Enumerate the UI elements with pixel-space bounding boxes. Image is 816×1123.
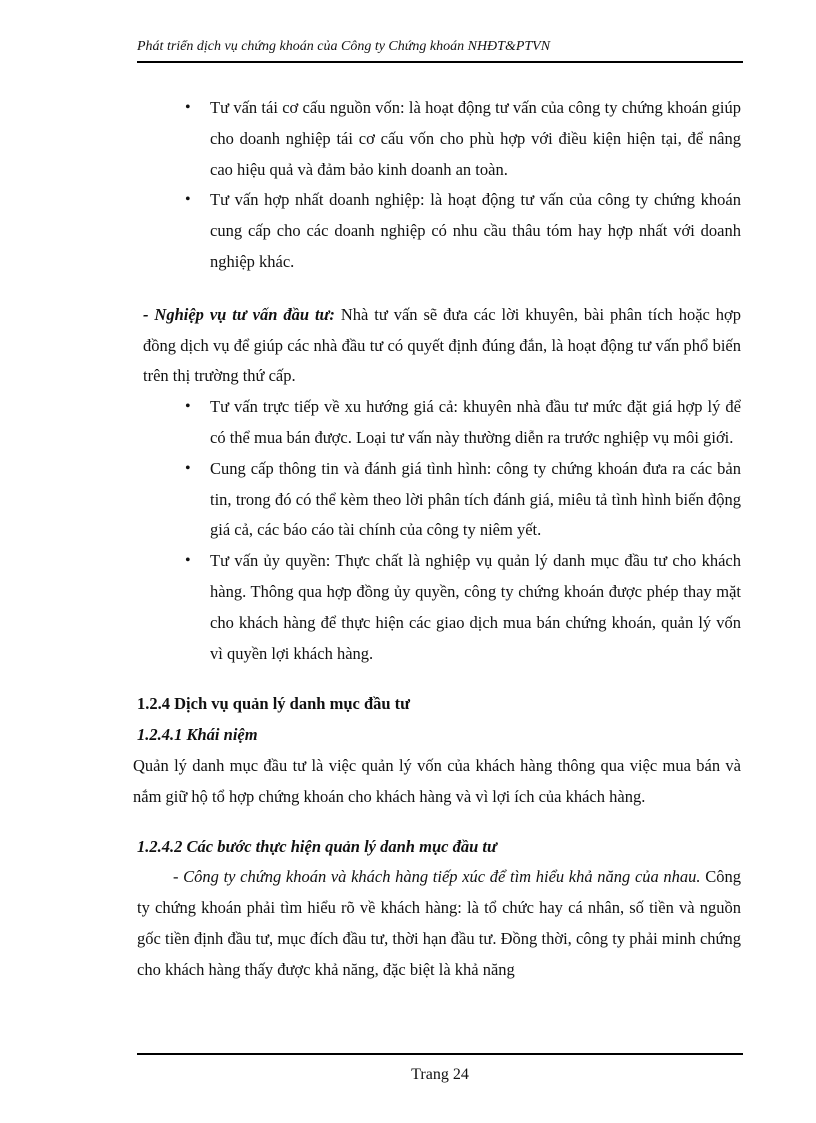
list-item-text: Tư vấn ủy quyền: Thực chất là nghiệp vụ quản lý danh mục đầu tư cho khách hàng. Thông qua hợp đồng ủy quyền, công ty chứng khoán được phép thay mặt cho khách hàng để thực hiện các giao dịch mua bán chứng khoán, quản lý vốn vì quyền lợi khách hàng. xyxy=(210,551,741,663)
list-item-text: Tư vấn hợp nhất doanh nghiệp: là hoạt động tư vấn của công ty chứng khoán cung cấp cho các doanh nghiệp có nhu cầu thâu tóm hay hợp nhất với doanh nghiệp khác. xyxy=(210,190,741,271)
bullet-icon: • xyxy=(185,398,191,416)
list-item-text: Cung cấp thông tin và đánh giá tình hình: công ty chứng khoán đưa ra các bản tin, trong đó có thể kèm theo lời phân tích đánh giá, miêu tả tình hình biến động giá cả, các báo cáo tài chính của công ty niêm yết. xyxy=(210,458,741,540)
steps-paragraph xyxy=(137,862,741,985)
bullet-list-restructuring xyxy=(137,93,741,278)
list-item-text: Tư vấn tái cơ cấu nguồn vốn: là hoạt động tư vấn của công ty chứng khoán giúp cho doanh nghiệp tái cơ cấu vốn cho phù hợp với điều kiện hiện tại, để nâng cao hiệu quả và đảm bảo kinh doanh an toàn. xyxy=(210,98,741,179)
list-item xyxy=(137,546,741,669)
page-number: Trang 24 xyxy=(411,1066,469,1083)
list-item xyxy=(137,392,741,454)
page-body xyxy=(133,93,741,986)
bullet-icon: • xyxy=(185,552,191,570)
list-item xyxy=(137,454,741,546)
bullet-icon: • xyxy=(185,191,191,209)
bullet-icon: • xyxy=(185,99,191,116)
steps-text: Công ty chứng khoán phải tìm hiểu rõ về khách hàng: là tổ chức hay cá nhân, số tiền và nguồn gốc tiền định đầu tư, mục đích đầu tư, thời hạn đầu tư. Đồng thời, công ty phải minh chứng cho khách hàng thấy được khả năng, đặc biệt là khả năng xyxy=(137,867,741,979)
list-item xyxy=(137,185,741,277)
section-heading-1-2-4-1: 1.2.4.1 Khái niệm xyxy=(137,725,258,745)
section-heading-1-2-4: 1.2.4 Dịch vụ quản lý danh mục đầu tư xyxy=(137,694,411,714)
bullet-list-investment-advice xyxy=(137,392,741,669)
footer-rule xyxy=(137,1053,743,1055)
section-heading-1-2-4-2: 1.2.4.2 Các bước thực hiện quản lý danh mục đầu tư xyxy=(137,836,497,856)
concept-paragraph: Quản lý danh mục đầu tư là việc quản lý vốn của khách hàng thông qua việc mua bán và nắm giữ hộ tổ hợp chứng khoán cho khách hàng và vì lợi ích của khách hàng. xyxy=(133,755,741,806)
bullet-icon: • xyxy=(185,459,191,477)
list-item-text: Tư vấn trực tiếp về xu hướng giá cả: khuyên nhà đầu tư mức đặt giá hợp lý để có thể mua bán được. Loại tư vấn này thường diễn ra trước nghiệp vụ môi giới. xyxy=(210,397,741,447)
list-item xyxy=(137,93,741,185)
investment-advice-paragraph xyxy=(137,300,741,392)
investment-advice-text: Nhà tư vấn sẽ đưa các lời khuyên, bài phân tích hoặc hợp đồng dịch vụ để giúp các nhà đầu tư có quyết định đúng đắn, là hoạt động tư vấn phổ biến trên thị trường thứ cấp. xyxy=(143,304,741,386)
header-rule xyxy=(137,61,743,63)
running-header: Phát triển dịch vụ chứng khoán của Công ty Chứng khoán NHĐT&PTVN xyxy=(137,39,551,54)
investment-advice-term: - Nghiệp vụ tư vấn đầu tư: xyxy=(143,304,335,324)
steps-lead: - Công ty chứng khoán và khách hàng tiếp xúc để tìm hiểu khả năng của nhau. xyxy=(173,867,701,887)
